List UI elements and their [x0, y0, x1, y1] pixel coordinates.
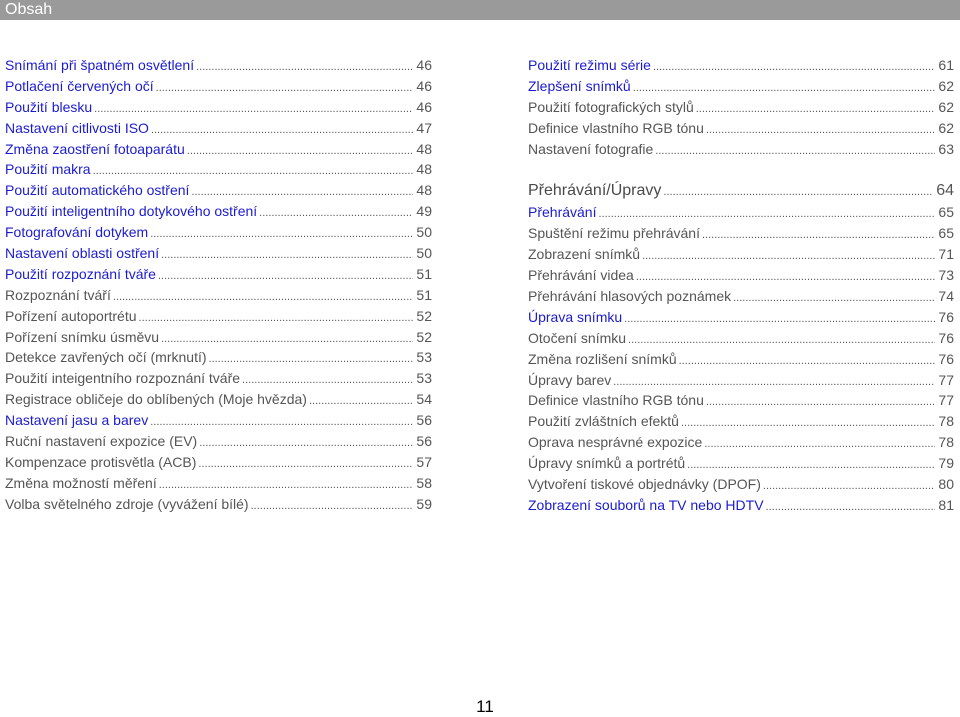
toc-entry-page: 51 — [416, 286, 432, 303]
toc-entry-page: 48 — [416, 182, 432, 199]
toc-entry-page: 56 — [416, 433, 432, 450]
toc-entry-label: Ruční nastavení expozice (EV) — [5, 433, 198, 450]
toc-dot-leader — [687, 455, 935, 474]
toc-dot-leader — [259, 203, 413, 222]
toc-entry-label: Zobrazení souborů na TV nebo HDTV — [528, 496, 764, 513]
toc-entry-label: Úpravy barev — [528, 371, 612, 388]
toc-entry[interactable] — [5, 264, 432, 285]
toc-entry-page: 62 — [938, 77, 954, 94]
toc-entry-label: Definice vlastního RGB tónu — [528, 392, 704, 409]
toc-right-column — [528, 55, 954, 516]
toc-entry[interactable] — [528, 432, 954, 453]
toc-entry[interactable] — [5, 368, 432, 389]
toc-entry-label: Použití fotografických stylů — [528, 98, 694, 115]
toc-entry-label: Použití rozpoznání tváře — [5, 265, 156, 282]
toc-dot-leader — [158, 266, 413, 285]
toc-dot-leader — [187, 141, 414, 160]
toc-entry-page: 80 — [938, 476, 954, 493]
toc-entry-page: 53 — [416, 349, 432, 366]
toc-entry[interactable] — [5, 389, 432, 410]
toc-entry[interactable] — [528, 265, 954, 286]
toc-entry-page: 81 — [938, 496, 954, 513]
toc-entry-label: Zobrazení snímků — [528, 246, 641, 263]
toc-entry[interactable] — [5, 76, 432, 97]
toc-dot-leader — [636, 267, 936, 286]
toc-entry[interactable] — [5, 201, 432, 222]
toc-dot-leader — [613, 372, 935, 391]
toc-dot-leader — [763, 476, 936, 495]
toc-entry[interactable] — [528, 139, 954, 160]
toc-entry-label: Nastavení oblasti ostření — [5, 245, 160, 262]
toc-entry-label: Zlepšení snímků — [528, 77, 631, 94]
toc-dot-leader — [633, 78, 936, 97]
toc-entry[interactable] — [5, 431, 432, 452]
toc-entry[interactable] — [5, 410, 432, 431]
toc-dot-leader — [150, 412, 413, 431]
toc-dot-leader — [151, 120, 413, 139]
toc-dot-leader — [624, 309, 935, 328]
toc-entry-label: Detekce zavřených očí (mrknutí) — [5, 349, 207, 366]
toc-entry-page: 77 — [938, 392, 954, 409]
toc-dot-leader — [209, 349, 414, 368]
toc-entry[interactable] — [528, 55, 954, 76]
toc-entry[interactable] — [528, 370, 954, 391]
toc-entry-page: 53 — [416, 370, 432, 387]
toc-entry-page: 48 — [416, 161, 432, 178]
toc-dot-leader — [139, 308, 414, 327]
toc-entry-page: 65 — [938, 225, 954, 242]
toc-entry[interactable] — [5, 347, 432, 368]
toc-entry-label: Fotografování dotykem — [5, 224, 149, 241]
toc-entry[interactable] — [5, 494, 432, 515]
toc-entry-label: Přehrávání — [528, 204, 597, 221]
toc-entry[interactable] — [5, 306, 432, 327]
toc-entry-page: 79 — [938, 455, 954, 472]
toc-entry-label: Spuštění režimu přehrávání — [528, 225, 700, 242]
toc-entry[interactable] — [5, 118, 432, 139]
toc-entry-label: Registrace obličeje do oblíbených (Moje hvězda) — [5, 391, 307, 408]
toc-entry-label: Změna možností měření — [5, 474, 157, 491]
toc-entry-page: 52 — [416, 328, 432, 345]
toc-entry-page: 62 — [938, 119, 954, 136]
toc-entry-label: Použití inteigentního rozpoznání tváře — [5, 370, 241, 387]
toc-dot-leader — [93, 161, 414, 180]
toc-entry[interactable] — [528, 97, 954, 118]
toc-entry-page: 71 — [938, 246, 954, 263]
toc-entry[interactable] — [5, 473, 432, 494]
header-bar — [0, 0, 960, 20]
toc-entry-label: Nastavení jasu a barev — [5, 412, 149, 429]
toc-entry[interactable] — [528, 118, 954, 139]
toc-entry[interactable] — [5, 159, 432, 180]
toc-entry-page: 48 — [416, 140, 432, 157]
toc-dot-leader — [704, 434, 935, 453]
toc-entry-label: Změna zaostření fotoaparátu — [5, 140, 185, 157]
toc-entry-label: Kompenzace protisvětla (ACB) — [5, 453, 197, 470]
toc-entry-page: 65 — [938, 204, 954, 221]
toc-entry[interactable] — [5, 180, 432, 201]
toc-entry[interactable] — [5, 139, 432, 160]
toc-dot-leader — [150, 224, 413, 243]
toc-entry[interactable] — [528, 474, 954, 495]
toc-entry-label: Použití blesku — [5, 98, 93, 115]
toc-dot-leader — [733, 288, 935, 307]
toc-entry-page: 47 — [416, 119, 432, 136]
toc-entry[interactable] — [528, 328, 954, 349]
toc-dot-leader — [161, 245, 413, 264]
toc-dot-leader — [198, 454, 413, 473]
toc-entry-label: Úprava snímku — [528, 308, 623, 325]
toc-entry[interactable] — [5, 452, 432, 473]
toc-dot-leader — [159, 475, 414, 494]
toc-entry-label: Přehrávání videa — [528, 267, 634, 284]
toc-entry[interactable] — [5, 55, 432, 76]
toc-entry-label: Vytvoření tiskové objednávky (DPOF) — [528, 476, 761, 493]
toc-entry[interactable] — [528, 286, 954, 307]
toc-dot-leader — [242, 370, 413, 389]
toc-dot-leader — [113, 287, 414, 306]
toc-entry[interactable] — [528, 453, 954, 474]
toc-entry[interactable] — [528, 202, 954, 223]
toc-entry-label: Použití zvláštních efektů — [528, 413, 679, 430]
toc-dot-leader — [655, 141, 935, 160]
toc-entry-page: 73 — [938, 267, 954, 284]
toc-entry-label: Rozpoznání tváří — [5, 286, 111, 303]
toc-entry-page: 59 — [416, 495, 432, 512]
toc-entry-label: Volba světelného zdroje (vyvážení bílé) — [5, 495, 249, 512]
toc-entry[interactable] — [5, 97, 432, 118]
toc-entry-label: Definice vlastního RGB tónu — [528, 119, 704, 136]
toc-entry-page: 77 — [938, 371, 954, 388]
toc-entry-page: 76 — [938, 350, 954, 367]
toc-entry[interactable] — [528, 307, 954, 328]
toc-entry-label: Pořízení snímku úsměvu — [5, 328, 160, 345]
toc-dot-leader — [309, 391, 413, 410]
toc-dot-leader — [681, 413, 935, 432]
page-title: Obsah — [5, 1, 53, 18]
toc-entry[interactable] — [528, 223, 954, 244]
toc-entry-label: Přehrávání hlasových poznámek — [528, 288, 732, 305]
toc-entry-label: Použití makra — [5, 161, 91, 178]
toc-dot-leader — [94, 99, 413, 118]
toc-entry[interactable] — [528, 244, 954, 265]
toc-dot-leader — [696, 99, 936, 118]
toc-dot-leader — [706, 392, 936, 411]
toc-entry-label: Použití režimu série — [528, 57, 651, 73]
toc-entry-page: 46 — [416, 98, 432, 115]
toc-entry-label: Potlačení červených očí — [5, 77, 154, 94]
toc-entry-label: Úpravy snímků a portrétů — [528, 455, 686, 472]
toc-dot-leader — [653, 57, 935, 76]
toc-entry-page: 63 — [938, 140, 954, 157]
toc-dot-leader — [766, 497, 936, 516]
toc-dot-leader — [702, 225, 935, 244]
toc-entry-label: Otočení snímku — [528, 329, 627, 346]
toc-entry[interactable] — [5, 327, 432, 348]
toc-entry-page: 61 — [938, 57, 954, 73]
toc-dot-leader — [628, 330, 935, 349]
toc-entry-label: Snímání při špatném osvětlení — [5, 57, 195, 73]
toc-entry-page: 78 — [938, 434, 954, 451]
toc-entry-label: Použití automatického ostření — [5, 182, 190, 199]
toc-entry-page: 57 — [416, 453, 432, 470]
toc-dot-leader — [199, 433, 413, 452]
toc-dot-leader — [642, 246, 935, 265]
page-number: 11 — [476, 697, 494, 716]
toc-entry[interactable] — [528, 495, 954, 516]
toc-entry[interactable] — [528, 411, 954, 432]
toc-entry[interactable] — [528, 390, 954, 411]
toc-entry-page: 46 — [416, 77, 432, 94]
toc-entry[interactable] — [5, 243, 432, 264]
toc-entry-page: 51 — [416, 265, 432, 282]
toc-entry-page: 54 — [416, 391, 432, 408]
toc-entry-page: 74 — [938, 288, 954, 305]
toc-entry-page: 56 — [416, 412, 432, 429]
toc-dot-leader — [706, 120, 936, 139]
toc-entry-page: 52 — [416, 307, 432, 324]
toc-dot-leader — [196, 57, 413, 76]
toc-entry-page: 49 — [416, 203, 432, 220]
toc-dot-leader — [598, 204, 935, 223]
toc-entry-label: Nastavení citlivosti ISO — [5, 119, 149, 136]
toc-entry-label: Pořízení autoportrétu — [5, 307, 137, 324]
toc-entry[interactable] — [5, 222, 432, 243]
toc-entry-label: Přehrávání/Úpravy — [528, 182, 662, 200]
toc-entry-page: 78 — [938, 413, 954, 430]
toc-dot-leader — [156, 78, 414, 97]
toc-entry[interactable] — [528, 349, 954, 370]
toc-dot-leader — [191, 182, 413, 201]
toc-entry[interactable] — [528, 76, 954, 97]
toc-entry-page: 64 — [936, 182, 954, 200]
toc-entry-label: Změna rozlišení snímků — [528, 350, 677, 367]
toc-section-heading[interactable] — [528, 179, 954, 202]
toc-left-column — [5, 55, 432, 515]
toc-entry-page: 58 — [416, 474, 432, 491]
toc-dot-leader — [161, 329, 413, 348]
toc-entry[interactable] — [5, 285, 432, 306]
toc-entry-page: 76 — [938, 329, 954, 346]
toc-entry-page: 46 — [416, 57, 432, 73]
toc-entry-page: 76 — [938, 308, 954, 325]
toc-entry-page: 50 — [416, 245, 432, 262]
toc-dot-leader — [679, 351, 936, 370]
toc-entry-label: Nastavení fotografie — [528, 140, 654, 157]
toc-entry-label: Oprava nesprávné expozice — [528, 434, 703, 451]
toc-dot-leader — [663, 181, 933, 202]
toc-entry-page: 50 — [416, 224, 432, 241]
toc-entry-page: 62 — [938, 98, 954, 115]
toc-dot-leader — [251, 496, 414, 515]
toc-entry-label: Použití inteligentního dotykového ostření — [5, 203, 258, 220]
